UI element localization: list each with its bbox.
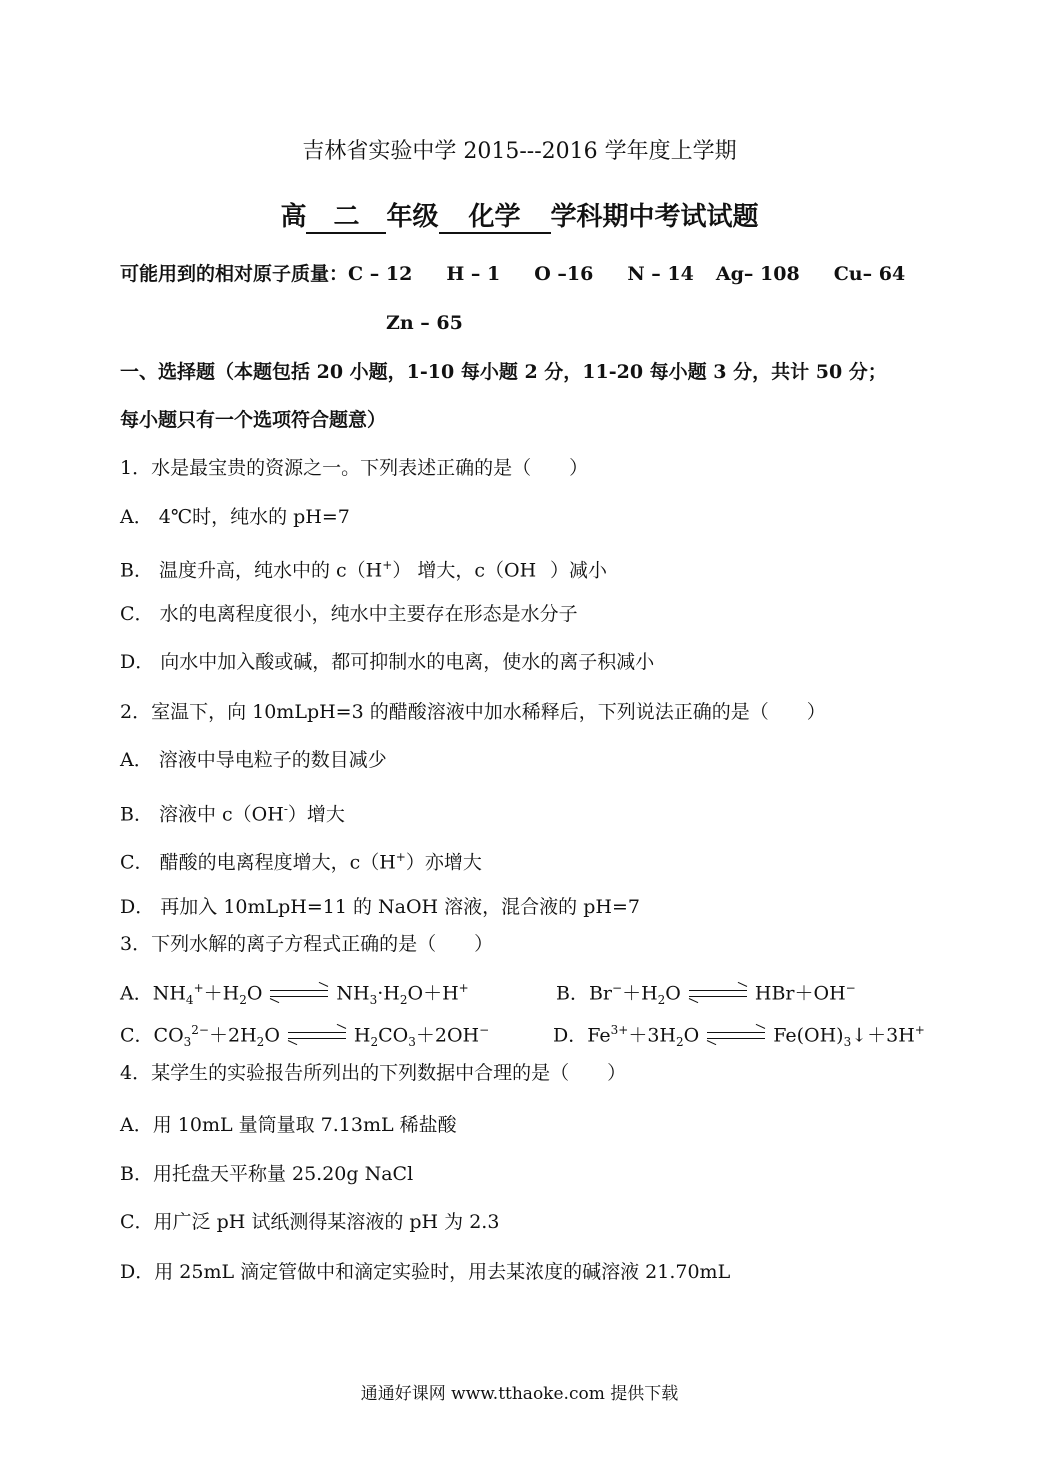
q4-stem: 4．某学生的实验报告所列出的下列数据中合理的是（ ） (120, 1062, 627, 1084)
q3-a-rsub2: 2 (399, 993, 408, 1008)
q2-option-d: D． 再加入 10mLpH=11 的 NaOH 溶液，混合液的 pH=7 (120, 896, 640, 918)
q1-b-part1: B． 温度升高，纯水中的 c（H (120, 559, 383, 582)
q2-c-sup: + (395, 850, 406, 864)
q1-option-d: D． 向水中加入酸或碱，都可抑制水的电离，使水的离子积减小 (120, 651, 655, 673)
q3-c-sub2: 2 (256, 1035, 265, 1050)
q3-a-r3: O＋H (407, 982, 459, 1005)
q3-c-rsup: − (479, 1023, 490, 1037)
mass-o: O –16 (534, 263, 594, 285)
q2-option-c (120, 845, 482, 874)
q3-b-sup: − (612, 981, 623, 995)
q3-c-sup: 2− (191, 1023, 209, 1037)
q2-b-part1: B． 溶液中 c（OH (120, 803, 284, 826)
q3-d-sup: 3+ (610, 1023, 629, 1037)
title-subject: 化学 (439, 202, 551, 234)
q3-c-rsub2: 3 (408, 1035, 416, 1050)
q3-a-r2: ·H (377, 982, 400, 1005)
q3-b-sub: 2 (657, 993, 666, 1008)
q3-a-l2: ＋H (203, 982, 240, 1005)
q4-option-b: B．用托盘天平称量 25.20g NaCl (120, 1163, 414, 1185)
q3-b-l2: ＋H (622, 982, 658, 1005)
q3-c-r3: ＋2OH (415, 1024, 480, 1047)
equilibrium-arrow-icon (288, 1029, 346, 1043)
q2-c-part1: C． 醋酸的电离程度增大，c（H (120, 851, 396, 874)
q3-a-sup: + (193, 981, 204, 995)
q4-option-d: D．用 25mL 滴定管做中和滴定实验时，用去某浓度的碱溶液 21.70mL (120, 1261, 731, 1283)
q3-d-r2: ↓＋3H (851, 1024, 915, 1047)
school-year-title: 吉林省实验中学 2015---2016 学年度上学期 (302, 139, 737, 164)
q3-c-r1: H (353, 1024, 371, 1047)
q3-d-rsup: + (914, 1023, 925, 1037)
section1-heading: 一、选择题（本题包括 20 小题，1-10 每小题 2 分，11-20 每小题 3 分，共计 50 分； (120, 361, 887, 383)
q3-c-l1: C．CO (120, 1024, 184, 1047)
q1-stem: 1．水是最宝贵的资源之一。下列表述正确的是（ ） (120, 457, 589, 479)
q3-b-rsup: − (845, 981, 856, 995)
q3-c-l2: ＋2H (209, 1024, 257, 1047)
q3-c-sub: 3 (183, 1035, 192, 1050)
q1-option-a: A． 4℃时，纯水的 pH=7 (120, 506, 350, 528)
q3-option-d (553, 1018, 925, 1054)
q1-b-part2: ） 增大，c（OH (392, 559, 537, 582)
q3-a-r1: NH (336, 982, 370, 1005)
mass-c: C – 12 (348, 263, 413, 285)
title-nianji: 年级 (386, 202, 439, 232)
atomic-masses-line (120, 262, 905, 286)
q3-d-rsub: 3 (843, 1035, 852, 1050)
q3-b-l1: B．Br (556, 982, 613, 1005)
q3-d-l1: D．Fe (553, 1024, 611, 1047)
q2-stem: 2．室温下，向 10mLpH=3 的醋酸溶液中加水稀释后，下列说法正确的是（ ） (120, 701, 826, 723)
mass-cu: Cu– 64 (833, 263, 906, 285)
q3-d-r1: Fe(OH) (773, 1024, 844, 1047)
q3-c-rsub: 2 (370, 1035, 379, 1050)
q3-stem: 3．下列水解的离子方程式正确的是（ ） (120, 933, 494, 955)
q3-a-l3: O (246, 982, 263, 1005)
q1-b-part3: ）减小 (549, 559, 607, 582)
exam-title (0, 200, 1039, 234)
q1-option-c: C． 水的电离程度很小，纯水中主要存在形态是水分子 (120, 603, 578, 625)
q3-option-b (556, 976, 856, 1012)
footer-source: 通通好课网 www.tthaoke.com 提供下载 (360, 1384, 679, 1404)
q2-c-part2: ）亦增大 (405, 851, 482, 874)
mass-ag: Ag– 108 (715, 263, 800, 285)
q1-option-b (120, 553, 607, 582)
atomic-masses-label: 可能用到的相对原子质量： (120, 263, 349, 285)
mass-zn: Zn – 65 (386, 312, 463, 334)
q4-option-a: A．用 10mL 量筒量取 7.13mL 稀盐酸 (120, 1114, 457, 1136)
q1-b-sup1: + (382, 558, 393, 572)
mass-n: N – 14 (627, 263, 694, 285)
equilibrium-arrow-icon (270, 987, 328, 1001)
q3-d-l2: ＋3H (628, 1024, 676, 1047)
q3-a-rsub: 3 (369, 993, 378, 1008)
q3-c-r2: CO (378, 1024, 409, 1047)
equilibrium-arrow-icon (707, 1029, 765, 1043)
title-rest: 学科期中考试试题 (550, 202, 759, 232)
q3-a-sub2: 2 (239, 993, 247, 1008)
equilibrium-arrow-icon (689, 987, 747, 1001)
q3-d-l3: O (683, 1024, 700, 1047)
q3-option-a (120, 976, 469, 1012)
q3-d-sub: 2 (676, 1035, 684, 1050)
q3-b-r1: HBr＋OH (754, 982, 846, 1005)
mass-h: H – 1 (446, 263, 501, 285)
q3-a-rsup: + (458, 981, 469, 995)
q4-option-c: C．用广泛 pH 试纸测得某溶液的 pH 为 2.3 (120, 1211, 500, 1233)
q2-b-part2: ）增大 (287, 803, 345, 826)
title-grade: 二 (306, 202, 386, 234)
q3-c-l3: O (264, 1024, 280, 1047)
q3-option-c (120, 1018, 489, 1054)
q2-option-b (120, 797, 345, 826)
title-gao: 高 (280, 202, 307, 232)
q2-b-sup: - (283, 802, 288, 816)
q3-a-l1: A．NH (120, 982, 186, 1005)
q3-b-l3: O (665, 982, 681, 1005)
q3-a-sub: 4 (185, 993, 194, 1008)
q1-b-sup2 (536, 558, 540, 572)
q2-option-a: A． 溶液中导电粒子的数目减少 (120, 749, 387, 771)
section1-heading-cont: 每小题只有一个选项符合题意） (120, 409, 387, 431)
